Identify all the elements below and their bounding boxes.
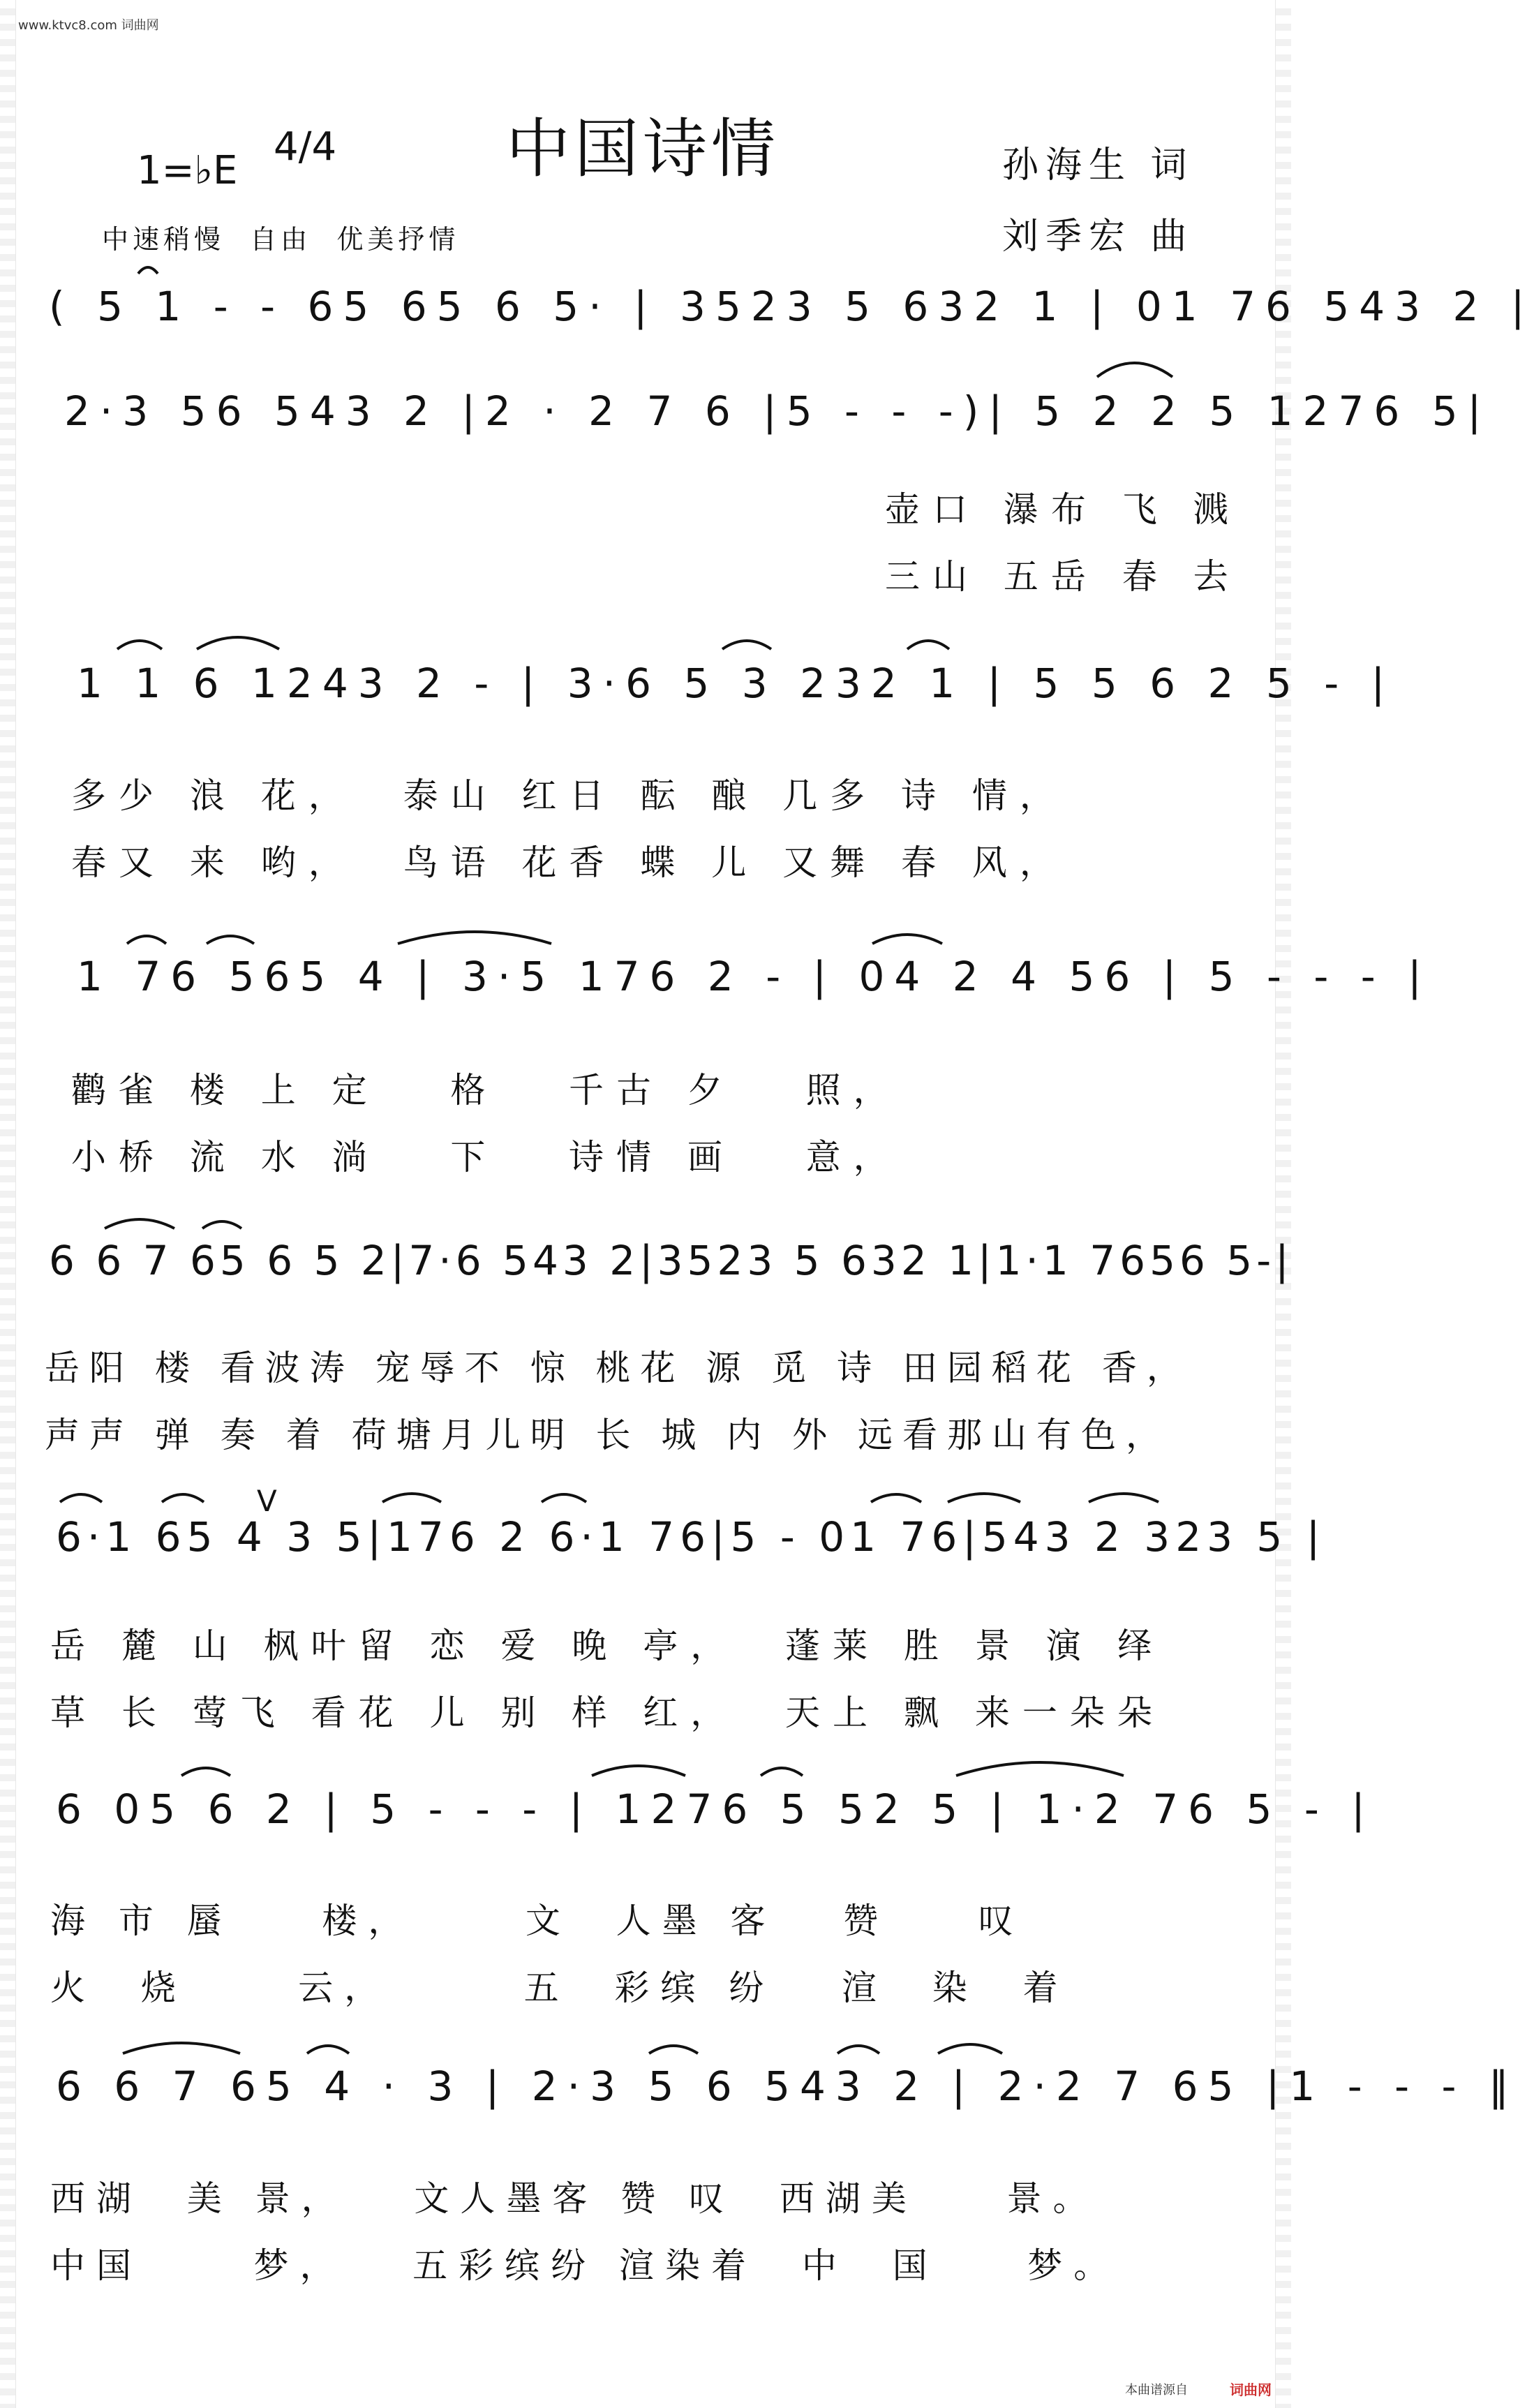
staff-5-verse-1: 岳阳 楼 看波涛 宠辱不 惊 桃花 源 觅 诗 田园稻花 香，: [45, 1348, 1191, 1388]
composer-credit: 刘季宏 曲: [1002, 216, 1194, 258]
slur: [117, 641, 162, 649]
slur: [938, 2044, 1002, 2053]
tempo-marking: 中速稍慢 自由 优美抒情: [102, 224, 460, 255]
staff-7-verse-1: 海 市 蜃 楼， 文 人墨 客 赞 叹: [50, 1901, 1025, 1941]
breath-mark: V: [257, 1484, 277, 1518]
staff-8-verse-2: 中国 梦， 五彩缤纷 渲染着 中 国 梦。: [50, 2245, 1120, 2286]
song-title: 中国诗情: [506, 112, 780, 186]
slur: [197, 637, 279, 649]
slur: [181, 1768, 230, 1776]
slur: [871, 1494, 921, 1502]
staff-7-verse-2: 火 烧 云， 五 彩缤 纷 渲 染 着: [50, 1968, 1069, 2008]
staff-2-notes: 2·3 56 543 2 |2 · 2 7 6 |5 - - -)| 5 2 2 5 1276 5|: [64, 387, 1491, 435]
staff-8-notes: 6 6 7 65 4 · 3 | 2·3 5 6 543 2 | 2·2 7 65 |1 - - - ‖: [56, 2063, 1519, 2110]
slur: [398, 932, 551, 944]
slur: [592, 1766, 685, 1776]
staff-3-verse-1: 多少 浪 花， 泰山 红日 酝 酿 几多 诗 情，: [71, 775, 1067, 816]
staff-5-notes: 6 6 7 65 6 5 2|7·6 543 2|3523 5 632 1|1·1 7656 5-|: [49, 1237, 1293, 1284]
staff-8-verse-1: 西湖 美 景， 文人墨客 赞 叹 西湖美 景。: [50, 2178, 1099, 2219]
site-watermark: www.ktvc8.com 词曲网: [18, 18, 159, 33]
slur: [123, 2043, 240, 2053]
slur: [1097, 363, 1172, 377]
footer-brand: 词曲网: [1230, 2381, 1272, 2398]
slur: [1089, 1494, 1159, 1502]
slur: [162, 1494, 204, 1502]
slur: [907, 641, 949, 649]
staff-2-verse-2: 三山 五岳 春 去: [885, 556, 1241, 597]
slur: [649, 2046, 698, 2053]
slur: [722, 641, 771, 649]
slur: [207, 936, 254, 944]
key-signature: 1=♭E: [137, 148, 238, 193]
slur: [307, 2046, 349, 2053]
staff-3-verse-2: 春又 来 哟， 鸟语 花香 蝶 儿 又舞 春 风，: [71, 842, 1067, 883]
lyricist-credit: 孙海生 词: [1002, 144, 1194, 186]
staff-2-verse-1: 壶口 瀑布 飞 溅: [885, 489, 1241, 530]
staff-6-verse-1: 岳 麓 山 枫叶留 恋 爱 晚 亭， 蓬莱 胜 景 演 绎: [50, 1626, 1165, 1666]
staff-4-verse-1: 鹳雀 楼 上 定 格 千古 夕 照，: [71, 1070, 901, 1110]
staff-3-notes: 1 1 6 1243 2 - | 3·6 5 3 232 1 | 5 5 6 2 5 - |: [77, 660, 1395, 707]
slur: [948, 1494, 1020, 1502]
staff-6-notes: 6·1 65 4 3 5|176 2 6·1 76|5 - 01 76|543 2 323 5 |: [56, 1513, 1326, 1561]
slur: [542, 1494, 586, 1502]
staff-1-notes: ( 5 1 - - 65 65 6 5· | 3523 5 632 1 | 01 76 543 2 |: [49, 283, 1534, 330]
staff-4-verse-2: 小桥 流 水 淌 下 诗情 画 意，: [71, 1137, 901, 1177]
slur: [761, 1768, 803, 1776]
staff-4-notes: 1 76 565 4 | 3·5 176 2 - | 04 2 4 56 | 5 - - - |: [77, 953, 1431, 1000]
fermata-arc: [138, 267, 158, 274]
staff-6-verse-2: 草 长 莺飞 看花 儿 别 样 红， 天上 飘 来一朵朵: [50, 1693, 1165, 1733]
staff-5-verse-2: 声声 弹 奏 着 荷塘月儿明 长 城 内 外 远看那山有色，: [45, 1415, 1171, 1455]
slur: [956, 1762, 1124, 1776]
slur: [60, 1494, 102, 1502]
time-signature: 4/4: [274, 124, 337, 170]
slur: [382, 1494, 441, 1502]
slur: [202, 1221, 241, 1228]
staff-7-notes: 6 05 6 2 | 5 - - - | 1276 5 52 5 | 1·2 76 5 - |: [56, 1785, 1375, 1833]
slur: [127, 936, 166, 944]
slur: [837, 2046, 879, 2053]
slur: [872, 935, 942, 944]
slur: [105, 1219, 174, 1228]
footer-source-text: 本曲谱源自: [1125, 2383, 1188, 2398]
